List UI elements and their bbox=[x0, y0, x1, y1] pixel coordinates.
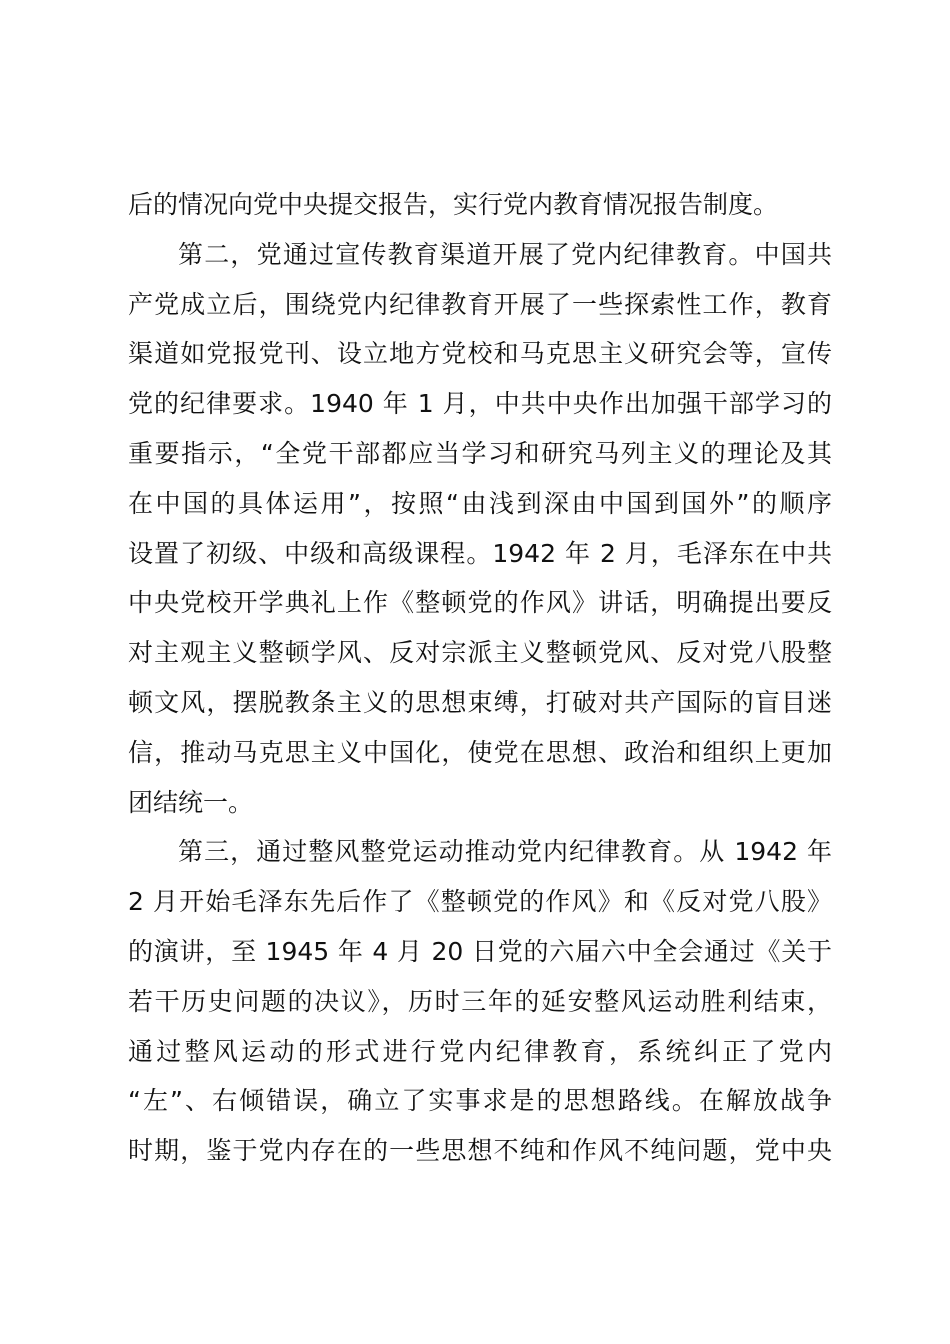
body-text bbox=[128, 180, 832, 1176]
text-line: 重要指示，“全党干部都应当学习和研究马列主义的理论及其 bbox=[128, 438, 832, 468]
text-line: 中央党校开学典礼上作《整顿党的作风》讲话，明确提出要反 bbox=[128, 588, 832, 618]
text-line: 第二，党通过宣传教育渠道开展了党内纪律教育。中国共 bbox=[178, 239, 832, 269]
text-line: 渠道如党报党刊、设立地方党校和马克思主义研究会等，宣传 bbox=[128, 339, 832, 369]
text-line: 在中国的具体运用”，按照“由浅到深由中国到国外”的顺序 bbox=[128, 488, 832, 518]
text-line: 的演讲，至 1945 年 4 月 20 日党的六届六中全会通过《关于 bbox=[128, 936, 832, 966]
text-line: 产党成立后，围绕党内纪律教育开展了一些探索性工作，教育 bbox=[128, 289, 832, 319]
paragraph-third bbox=[128, 827, 832, 1176]
text-line: 时期，鉴于党内存在的一些思想不纯和作风不纯问题，党中央 bbox=[128, 1136, 832, 1166]
text-line: 第三，通过整风整党运动推动党内纪律教育。从 1942 年 bbox=[178, 837, 832, 867]
paragraph-second bbox=[128, 230, 832, 828]
text-line: 后的情况向党中央提交报告，实行党内教育情况报告制度。 bbox=[128, 190, 779, 219]
text-line: 2 月开始毛泽东先后作了《整顿党的作风》和《反对党八股》 bbox=[128, 887, 832, 917]
text-line: 顿文风，摆脱教条主义的思想束缚，打破对共产国际的盲目迷 bbox=[128, 687, 832, 717]
text-line: 对主观主义整顿学风、反对宗派主义整顿党风、反对党八股整 bbox=[128, 638, 832, 668]
paragraph-continuation bbox=[128, 180, 832, 230]
text-line: 信，推动马克思主义中国化，使党在思想、政治和组织上更加 bbox=[128, 737, 832, 767]
text-line: 若干历史问题的决议》，历时三年的延安整风运动胜利结束， bbox=[128, 986, 832, 1016]
text-line: “左”、右倾错误，确立了实事求是的思想路线。在解放战争 bbox=[128, 1086, 832, 1116]
text-line: 通过整风运动的形式进行党内纪律教育，系统纠正了党内 bbox=[128, 1036, 832, 1066]
text-line: 设置了初级、中级和高级课程。1942 年 2 月，毛泽东在中共 bbox=[128, 538, 832, 568]
text-line: 党的纪律要求。1940 年 1 月，中共中央作出加强干部学习的 bbox=[128, 389, 832, 419]
text-line: 团结统一。 bbox=[128, 787, 254, 817]
